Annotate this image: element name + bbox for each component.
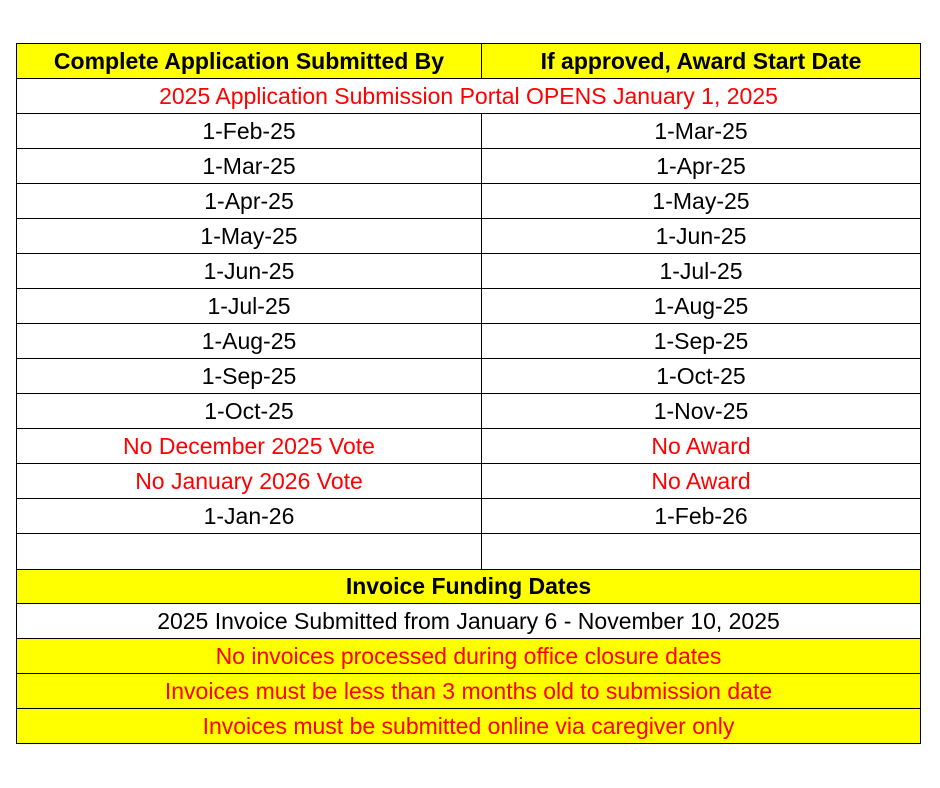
award-start-cell: 1-Apr-25 xyxy=(482,149,921,184)
invoice-note: Invoices must be less than 3 months old to submission date xyxy=(17,674,921,709)
schedule-row xyxy=(17,429,921,464)
award-start-cell: 1-May-25 xyxy=(482,184,921,219)
invoice-note-row xyxy=(17,639,921,674)
schedule-row xyxy=(17,219,921,254)
submitted-by-cell: 1-Feb-25 xyxy=(17,114,482,149)
submitted-by-cell: 1-Jun-25 xyxy=(17,254,482,289)
portal-notice-row xyxy=(17,79,921,114)
submitted-by-cell: 1-Jan-26 xyxy=(17,499,482,534)
schedule-row xyxy=(17,149,921,184)
schedule-row xyxy=(17,464,921,499)
award-start-cell: No Award xyxy=(482,464,921,499)
invoice-title: Invoice Funding Dates xyxy=(17,570,921,604)
schedule-body xyxy=(17,44,921,744)
submitted-by-cell: 1-May-25 xyxy=(17,219,482,254)
award-start-cell: 1-Nov-25 xyxy=(482,394,921,429)
award-schedule-table xyxy=(16,43,921,744)
invoice-window: 2025 Invoice Submitted from January 6 - November 10, 2025 xyxy=(17,604,921,639)
portal-notice: 2025 Application Submission Portal OPENS January 1, 2025 xyxy=(17,79,921,114)
schedule-row xyxy=(17,254,921,289)
award-start-cell: 1-Oct-25 xyxy=(482,359,921,394)
award-start-cell: 1-Mar-25 xyxy=(482,114,921,149)
submitted-by-cell: No December 2025 Vote xyxy=(17,429,482,464)
blank-cell-right xyxy=(482,534,921,570)
submitted-by-cell: 1-Oct-25 xyxy=(17,394,482,429)
submitted-by-cell: No January 2026 Vote xyxy=(17,464,482,499)
submitted-by-cell: 1-Apr-25 xyxy=(17,184,482,219)
award-start-cell: 1-Aug-25 xyxy=(482,289,921,324)
schedule-row xyxy=(17,359,921,394)
invoice-header-row xyxy=(17,570,921,604)
header-row xyxy=(17,44,921,79)
award-start-cell: 1-Jul-25 xyxy=(482,254,921,289)
submitted-by-cell: 1-Aug-25 xyxy=(17,324,482,359)
award-start-cell: No Award xyxy=(482,429,921,464)
invoice-window-row xyxy=(17,604,921,639)
schedule-row xyxy=(17,324,921,359)
schedule-row xyxy=(17,394,921,429)
award-start-cell: 1-Jun-25 xyxy=(482,219,921,254)
invoice-note: No invoices processed during office closure dates xyxy=(17,639,921,674)
award-start-cell: 1-Feb-26 xyxy=(482,499,921,534)
submitted-by-cell: 1-Mar-25 xyxy=(17,149,482,184)
schedule-row xyxy=(17,499,921,534)
schedule-row xyxy=(17,184,921,219)
header-award-start: If approved, Award Start Date xyxy=(482,44,921,79)
blank-row xyxy=(17,534,921,570)
schedule-row xyxy=(17,114,921,149)
award-start-cell: 1-Sep-25 xyxy=(482,324,921,359)
invoice-note: Invoices must be submitted online via caregiver only xyxy=(17,709,921,744)
invoice-note-row xyxy=(17,709,921,744)
schedule-row xyxy=(17,289,921,324)
submitted-by-cell: 1-Jul-25 xyxy=(17,289,482,324)
invoice-note-row xyxy=(17,674,921,709)
submitted-by-cell: 1-Sep-25 xyxy=(17,359,482,394)
blank-cell-left xyxy=(17,534,482,570)
header-submitted-by: Complete Application Submitted By xyxy=(17,44,482,79)
